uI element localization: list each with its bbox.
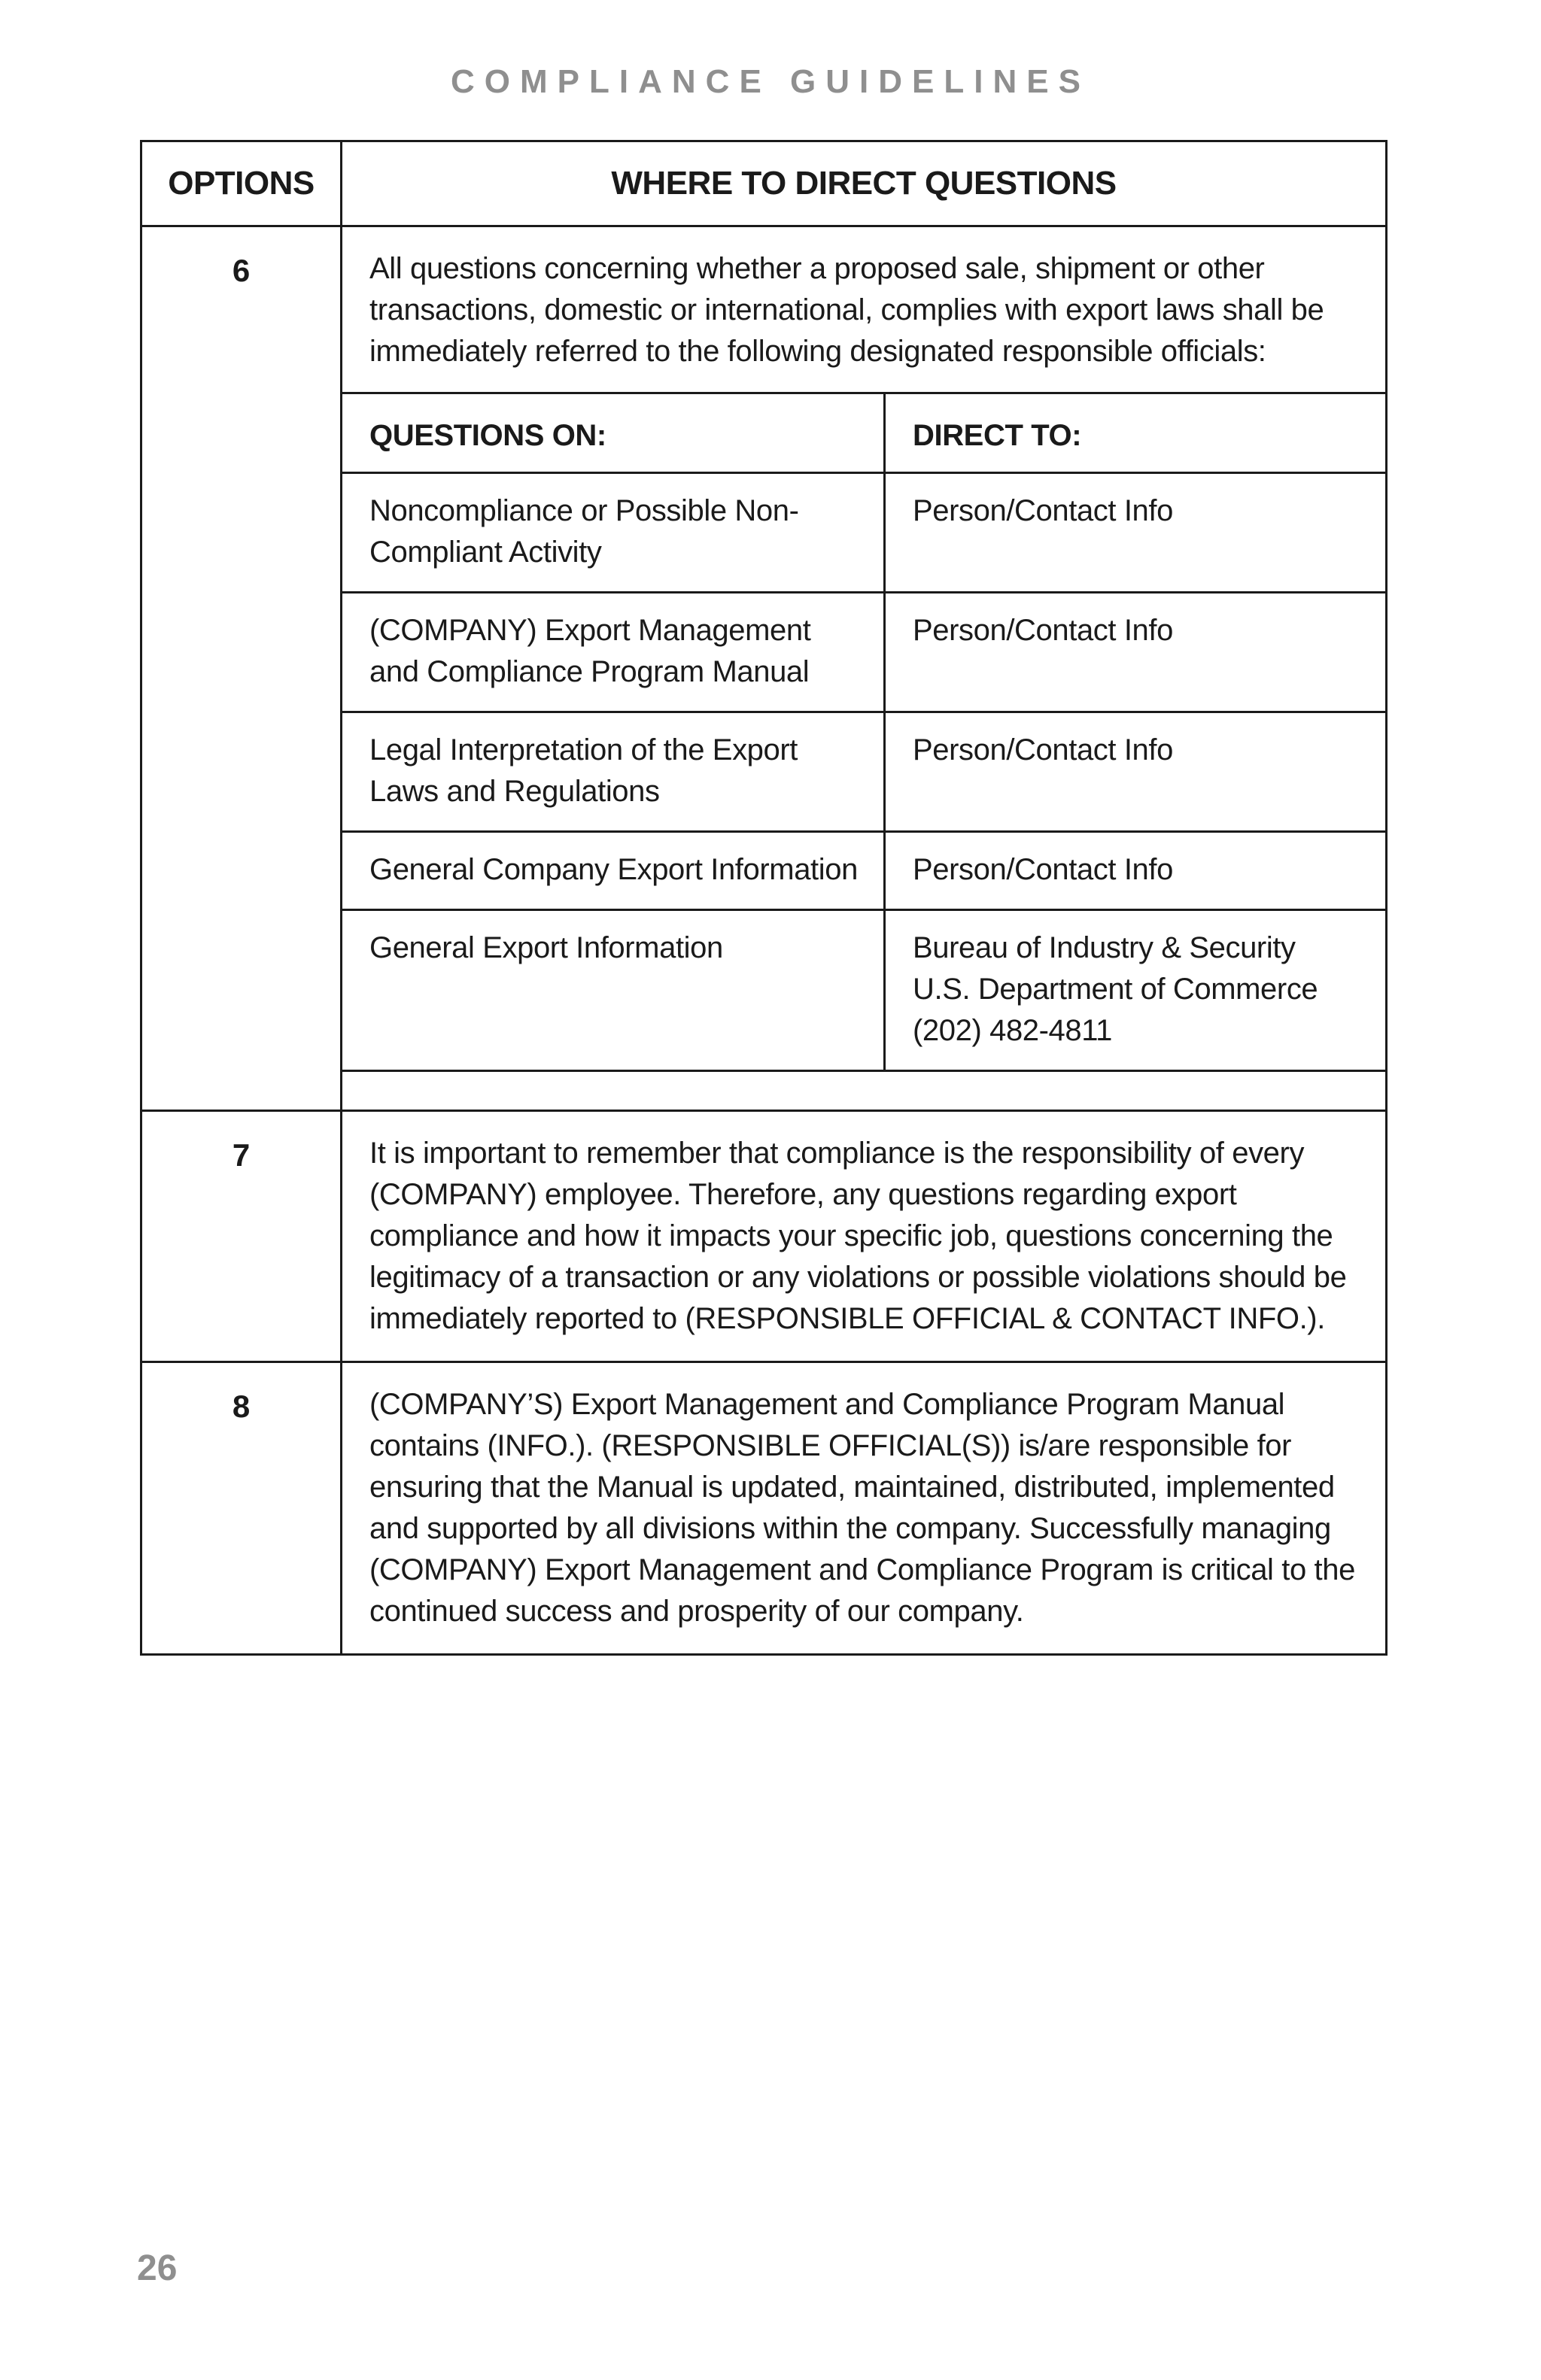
questions-on-header: QUESTIONS ON: bbox=[342, 393, 885, 473]
option-paragraph: (COMPANY’S) Export Management and Compliance Program Manual contains (INFO.). (RESPONSIBLE OFFICIAL(S)) is/are responsible for ensuring that the Manual is updated, maintained, distributed, implemented and supported by all divisions within the company. Successfully managing (COMPANY) Export Management and Compliance Program is critical to the continued success and prosperity of our company. bbox=[369, 1388, 1355, 1628]
contacts-subtable bbox=[340, 392, 1385, 1072]
option-number: 6 bbox=[141, 226, 342, 1111]
option-text bbox=[342, 1362, 1387, 1655]
subtable-row bbox=[342, 593, 1386, 712]
running-header: COMPLIANCE GUIDELINES bbox=[451, 63, 1090, 100]
page-number: 26 bbox=[137, 2248, 178, 2288]
contact-info bbox=[885, 832, 1386, 910]
contact-line: U.S. Department of Commerce bbox=[913, 973, 1318, 1006]
contact-info bbox=[885, 910, 1386, 1071]
option-content bbox=[342, 226, 1387, 1111]
question-topic: General Company Export Information bbox=[342, 832, 885, 910]
contact-phone: (202) 482-4811 bbox=[913, 1014, 1112, 1047]
contact-info bbox=[885, 473, 1386, 593]
table-row bbox=[141, 1111, 1387, 1362]
subtable-row bbox=[342, 910, 1386, 1071]
direct-to-header: DIRECT TO: bbox=[885, 393, 1386, 473]
table-row bbox=[141, 1362, 1387, 1655]
table-row bbox=[141, 226, 1387, 1111]
contact-line: Person/Contact Info bbox=[913, 853, 1173, 886]
subtable-row bbox=[342, 832, 1386, 910]
contact-line: Person/Contact Info bbox=[913, 494, 1173, 527]
contact-info bbox=[885, 593, 1386, 712]
options-column-header: OPTIONS bbox=[141, 141, 342, 226]
subtable-header-row bbox=[342, 393, 1386, 473]
subtable-row bbox=[342, 473, 1386, 593]
table-header-row bbox=[141, 141, 1387, 226]
question-topic: General Export Information bbox=[342, 910, 885, 1071]
guidelines-table bbox=[140, 140, 1388, 1656]
question-topic: Noncompliance or Possible Non-Compliant Activity bbox=[342, 473, 885, 593]
question-topic: (COMPANY) Export Management and Compliance Program Manual bbox=[342, 593, 885, 712]
option-text: All questions concerning whether a proposed sale, shipment or other transactions, domestic or international, complies with export laws shall be immediately referred to the following designated responsible officials: bbox=[369, 252, 1324, 368]
contact-line: Person/Contact Info bbox=[913, 733, 1173, 767]
contact-line: Bureau of Industry & Security bbox=[913, 931, 1296, 964]
option-number: 7 bbox=[141, 1111, 342, 1362]
question-topic: Legal Interpretation of the Export Laws and Regulations bbox=[342, 712, 885, 832]
option-number: 8 bbox=[141, 1362, 342, 1655]
where-column-header: WHERE TO DIRECT QUESTIONS bbox=[342, 141, 1387, 226]
option-text bbox=[342, 1111, 1387, 1362]
contact-line: Person/Contact Info bbox=[913, 614, 1173, 647]
subtable-row bbox=[342, 712, 1386, 832]
contact-info bbox=[885, 712, 1386, 832]
option-paragraph: It is important to remember that compliance is the responsibility of every (COMPANY) employee. Therefore, any questions regarding export compliance and how it impacts your specific job, questions concerning the legitimacy of a transaction or any violations or possible violations should be immediately reported to (RESPONSIBLE OFFICIAL & CONTACT INFO.). bbox=[369, 1137, 1347, 1335]
